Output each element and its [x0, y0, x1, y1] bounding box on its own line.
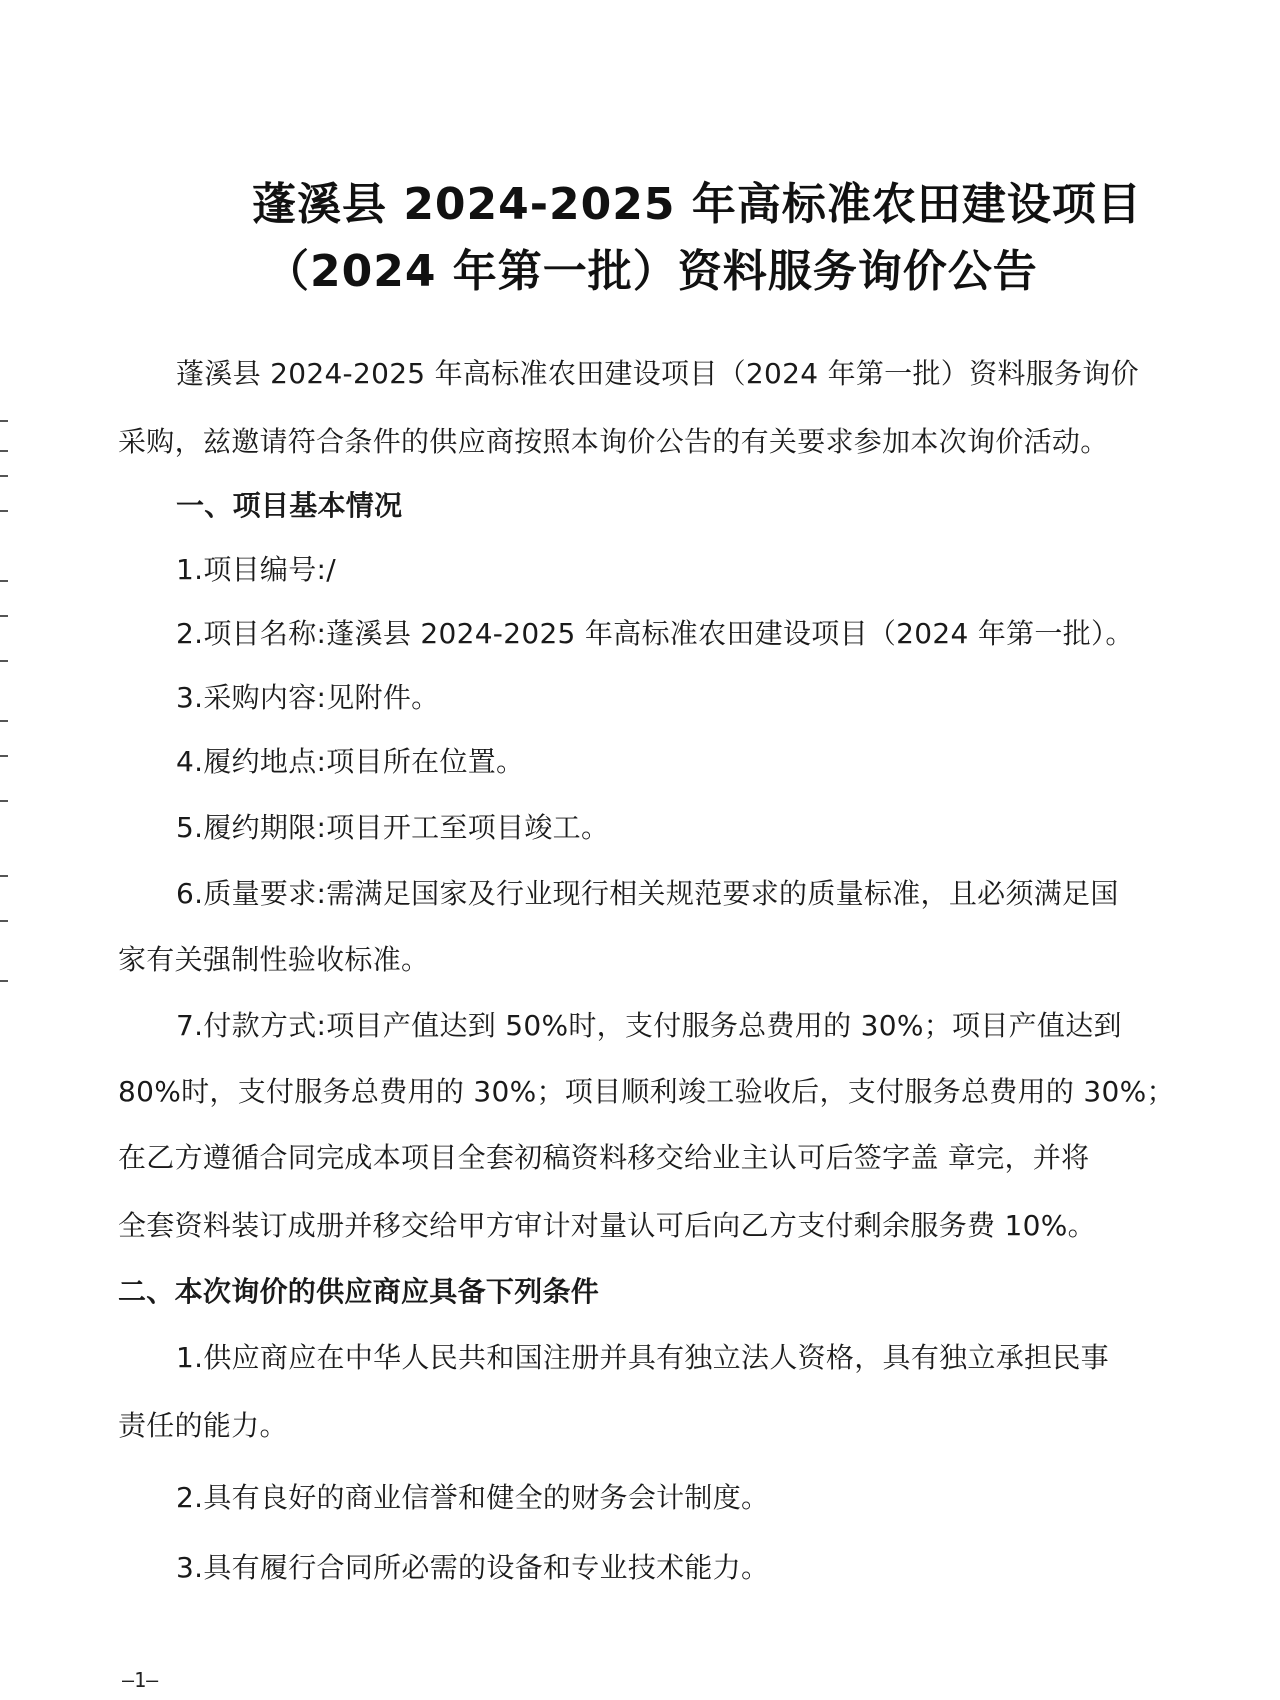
intro-paragraph-line-1: 蓬溪县 2024-2025 年高标准农田建设项目（2024 年第一批）资料服务询价 [176, 357, 1139, 390]
section-2-item-3: 3.具有履行合同所必需的设备和专业技术能力。 [176, 1551, 770, 1584]
section-1-item-4: 4.履约地点:项目所在位置。 [176, 745, 525, 778]
section-1-item-7-line-4: 全套资料装订成册并移交给甲方审计对量认可后向乙方支付剩余服务费 10%。 [118, 1209, 1096, 1242]
section-1-item-6-line-1: 6.质量要求:需满足国家及行业现行相关规范要求的质量标准，且必须满足国 [176, 877, 1119, 910]
section-1-item-5: 5.履约期限:项目开工至项目竣工。 [176, 811, 610, 844]
section-1-item-7-line-2: 80%时，支付服务总费用的 30%；项目顺利竣工验收后，支付服务总费用的 30%； [118, 1075, 1175, 1108]
section-1-item-3: 3.采购内容:见附件。 [176, 681, 440, 714]
section-1-heading: 一、项目基本情况 [176, 489, 403, 522]
section-2-heading: 二、本次询价的供应商应具备下列条件 [118, 1275, 600, 1308]
section-1-item-7-line-1: 7.付款方式:项目产值达到 50%时，支付服务总费用的 30%；项目产值达到 [176, 1009, 1122, 1042]
section-1-item-7-line-3: 在乙方遵循合同完成本项目全套初稿资料移交给业主认可后签字盖 章完，并将 [118, 1141, 1090, 1174]
binding-margin-marks [0, 420, 14, 1120]
section-2-item-1-line-2: 责任的能力。 [118, 1409, 288, 1442]
document-title-line-2: （2024 年第一批）资料服务询价公告 [265, 246, 1038, 297]
section-1-item-6-line-2: 家有关强制性验收标准。 [118, 943, 430, 976]
section-1-item-1: 1.项目编号:/ [176, 553, 336, 586]
section-2-item-1-line-1: 1.供应商应在中华人民共和国注册并具有独立法人资格，具有独立承担民事 [176, 1341, 1109, 1374]
intro-paragraph-line-2: 采购，兹邀请符合条件的供应商按照本询价公告的有关要求参加本次询价活动。 [118, 425, 1109, 458]
section-1-item-2: 2.项目名称:蓬溪县 2024-2025 年高标准农田建设项目（2024 年第一批）。 [176, 617, 1134, 650]
section-2-item-2: 2.具有良好的商业信誉和健全的财务会计制度。 [176, 1481, 770, 1514]
document-title-line-1: 蓬溪县 2024-2025 年高标准农田建设项目 [252, 179, 1142, 230]
page-number: —1— [122, 1668, 159, 1692]
